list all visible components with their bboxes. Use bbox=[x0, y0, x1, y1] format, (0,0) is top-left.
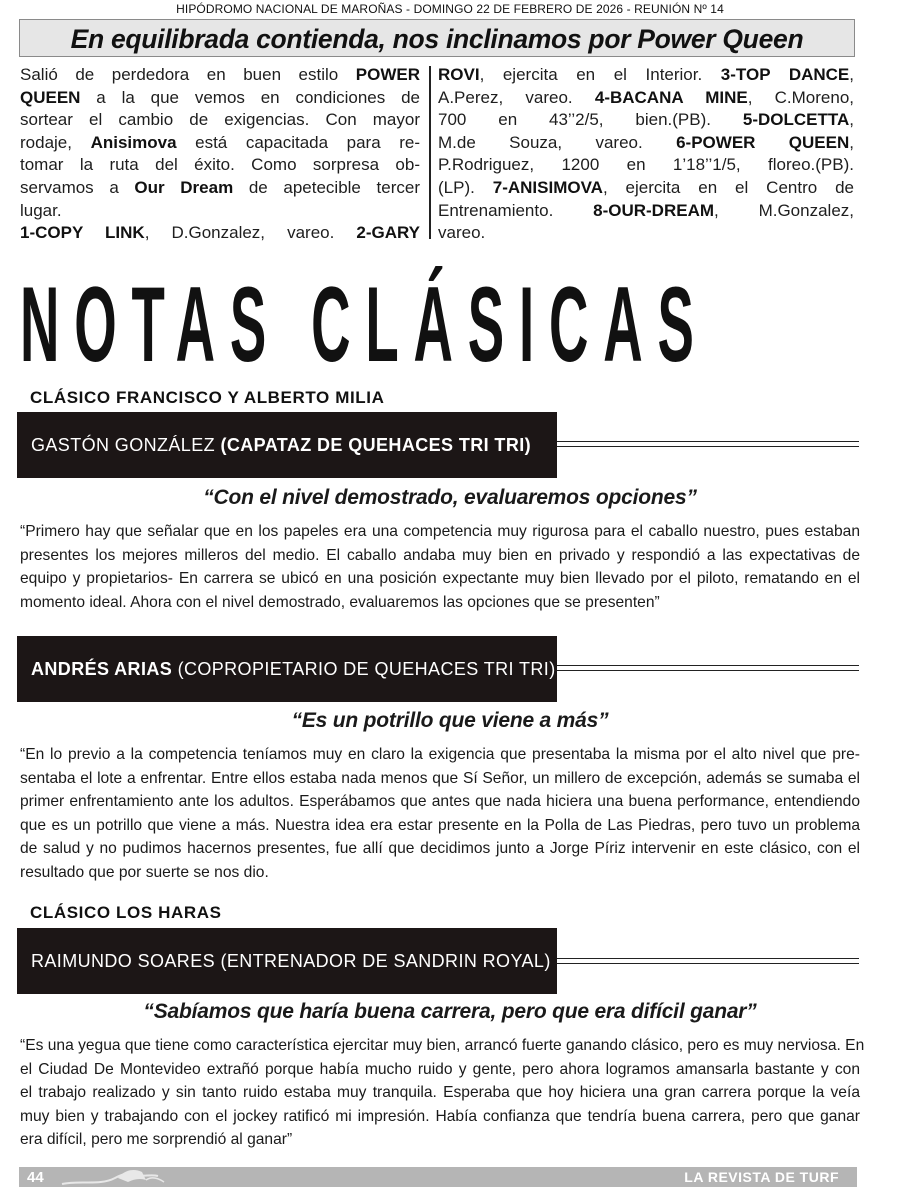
speaker-name: ANDRÉS ARIAS bbox=[31, 659, 173, 679]
preview-line: P.Rodriguez, 1200 en 1’18’’1/5, floreo.(PB). bbox=[438, 155, 854, 175]
headline: En equilibrada contienda, nos inclinamos por Power Queen bbox=[19, 19, 855, 57]
preview-line: A.Perez, vareo. 4-BACANA MINE, C.Moreno, bbox=[438, 87, 855, 107]
preview-line: 700 en 43’’2/5, bien.(PB). 5-DOLCETTA, bbox=[438, 110, 854, 130]
speaker-role: (COPROPIETARIO DE QUEHACES TRI TRI) bbox=[177, 659, 556, 679]
footer-brand: LA REVISTA DE TURF bbox=[684, 1169, 839, 1185]
quote-title: “Es un potrillo que viene a más” bbox=[291, 709, 609, 732]
preview-line: lugar. bbox=[20, 200, 62, 220]
speaker-role: (ENTRENADOR DE SANDRIN ROYAL) bbox=[220, 951, 551, 971]
preview-line: sortear el cambio de exigencias. Con mayor bbox=[20, 110, 420, 130]
clasico-label: CLÁSICO FRANCISCO Y ALBERTO MILIA bbox=[30, 388, 385, 407]
quote-title: “Con el nivel demostrado, evaluaremos opciones” bbox=[203, 486, 697, 509]
speaker-bar bbox=[17, 928, 557, 994]
preview-line: rodaje, Anisimova está capacitada para re- bbox=[20, 132, 421, 152]
clasico-label: CLÁSICO LOS HARAS bbox=[30, 903, 222, 922]
preview-line: ROVI, ejercita en el Interior. 3-TOP DANCE, bbox=[438, 65, 854, 84]
interview-body: “En lo previo a la competencia teníamos muy en claro la exigencia que presentaba la misma por el alto nivel que pre- sentaba el lote a enfrentar. Entre ellos estaba nada menos que Sí Señor, un millero de excepción, además se sumaba el primer enfrentamiento ante los adultos. Esperábamos que antes que nada hiciera una buena performance, entendiendo que es un potrillo que viene a más. Nuestra idea era estar presente en la Polla de Las Piedras, pero tuvo un problema de salud y no pudimos hacernos presentes, fue allí que decidimos junto a Jorge Píriz intervenir en este clásico, con el resultado que por suerte se nos dio. bbox=[20, 746, 860, 881]
speaker-name: RAIMUNDO SOARES bbox=[31, 951, 216, 971]
interview-body: “Primero hay que señalar que en los papeles era una competencia muy rigurosa para el caballo nuestro, pues estaban presentes los mejores milleros del medio. El caballo andaba muy bien en privado y respondió a las expectativas de equipo y propietarios- En carrera se ubicó en una posición expectante muy bien llevado por el piloto, rematando en el momento ideal. Ahora con el nivel demostrado, evaluaremos las opciones que se presenten” bbox=[20, 523, 860, 611]
speaker-role: (CAPATAZ DE QUEHACES TRI TRI) bbox=[220, 435, 532, 455]
preview-left-column bbox=[20, 64, 420, 245]
speaker-bar bbox=[17, 412, 557, 478]
column-divider bbox=[429, 66, 431, 239]
speaker-name: GASTÓN GONZÁLEZ bbox=[31, 435, 216, 455]
speaker-bar bbox=[17, 636, 557, 702]
quote-title: “Sabíamos que haría buena carrera, pero que era difícil ganar” bbox=[143, 1000, 757, 1023]
double-rule bbox=[557, 441, 859, 447]
preview-line: vareo. bbox=[438, 223, 486, 243]
preview-entry: 1-COPY LINK, D.Gonzalez, vareo. 2-GARY bbox=[20, 223, 420, 243]
preview-line: QUEEN a la que vemos en condiciones de bbox=[20, 87, 420, 107]
interview-body: “Es una yegua que tiene como característica ejercitar muy bien, arrancó fuerte ganando clásico, pero es muy nerviosa. En el Ciudad De Montevideo extrañó porque había mucho ruido y gente, pero ahora logramos amansarla bastante y con el trabajo realizado y sin tanto ruido estaba muy tranquila. Esperaba que hoy hiciera una gran carrera porque la veía muy bien y trabajando con el jockey ratificó mi impresión. Había confianza que tendría buena carrera, pero que ganar era difícil, pero me sorprendió al ganar” bbox=[20, 1037, 865, 1149]
page-header: HIPÓDROMO NACIONAL DE MAROÑAS - DOMINGO 22 DE FEBRERO DE 2026 - REUNIÓN Nº 14 bbox=[176, 2, 724, 16]
horse-logo-icon bbox=[60, 1166, 170, 1190]
preview-line: M.de Souza, vareo. 6-POWER QUEEN, bbox=[438, 132, 854, 152]
preview-right-column bbox=[438, 64, 854, 245]
preview-line: Salió de perdedora en buen estilo POWER bbox=[20, 65, 420, 84]
preview-line: servamos a Our Dream de apetecible tercer bbox=[20, 177, 420, 197]
preview-line: tomar la ruta del éxito. Como sorpresa ob- bbox=[20, 155, 420, 175]
page-number: 44 bbox=[27, 1169, 44, 1186]
double-rule bbox=[557, 958, 859, 964]
preview-line: Entrenamiento. 8-OUR-DREAM, M.Gonzalez, bbox=[438, 200, 854, 220]
section-title: NOTAS CLÁSICAS bbox=[20, 264, 709, 384]
preview-line: (LP). 7-ANISIMOVA, ejercita en el Centro de bbox=[438, 177, 854, 197]
double-rule bbox=[557, 665, 859, 671]
